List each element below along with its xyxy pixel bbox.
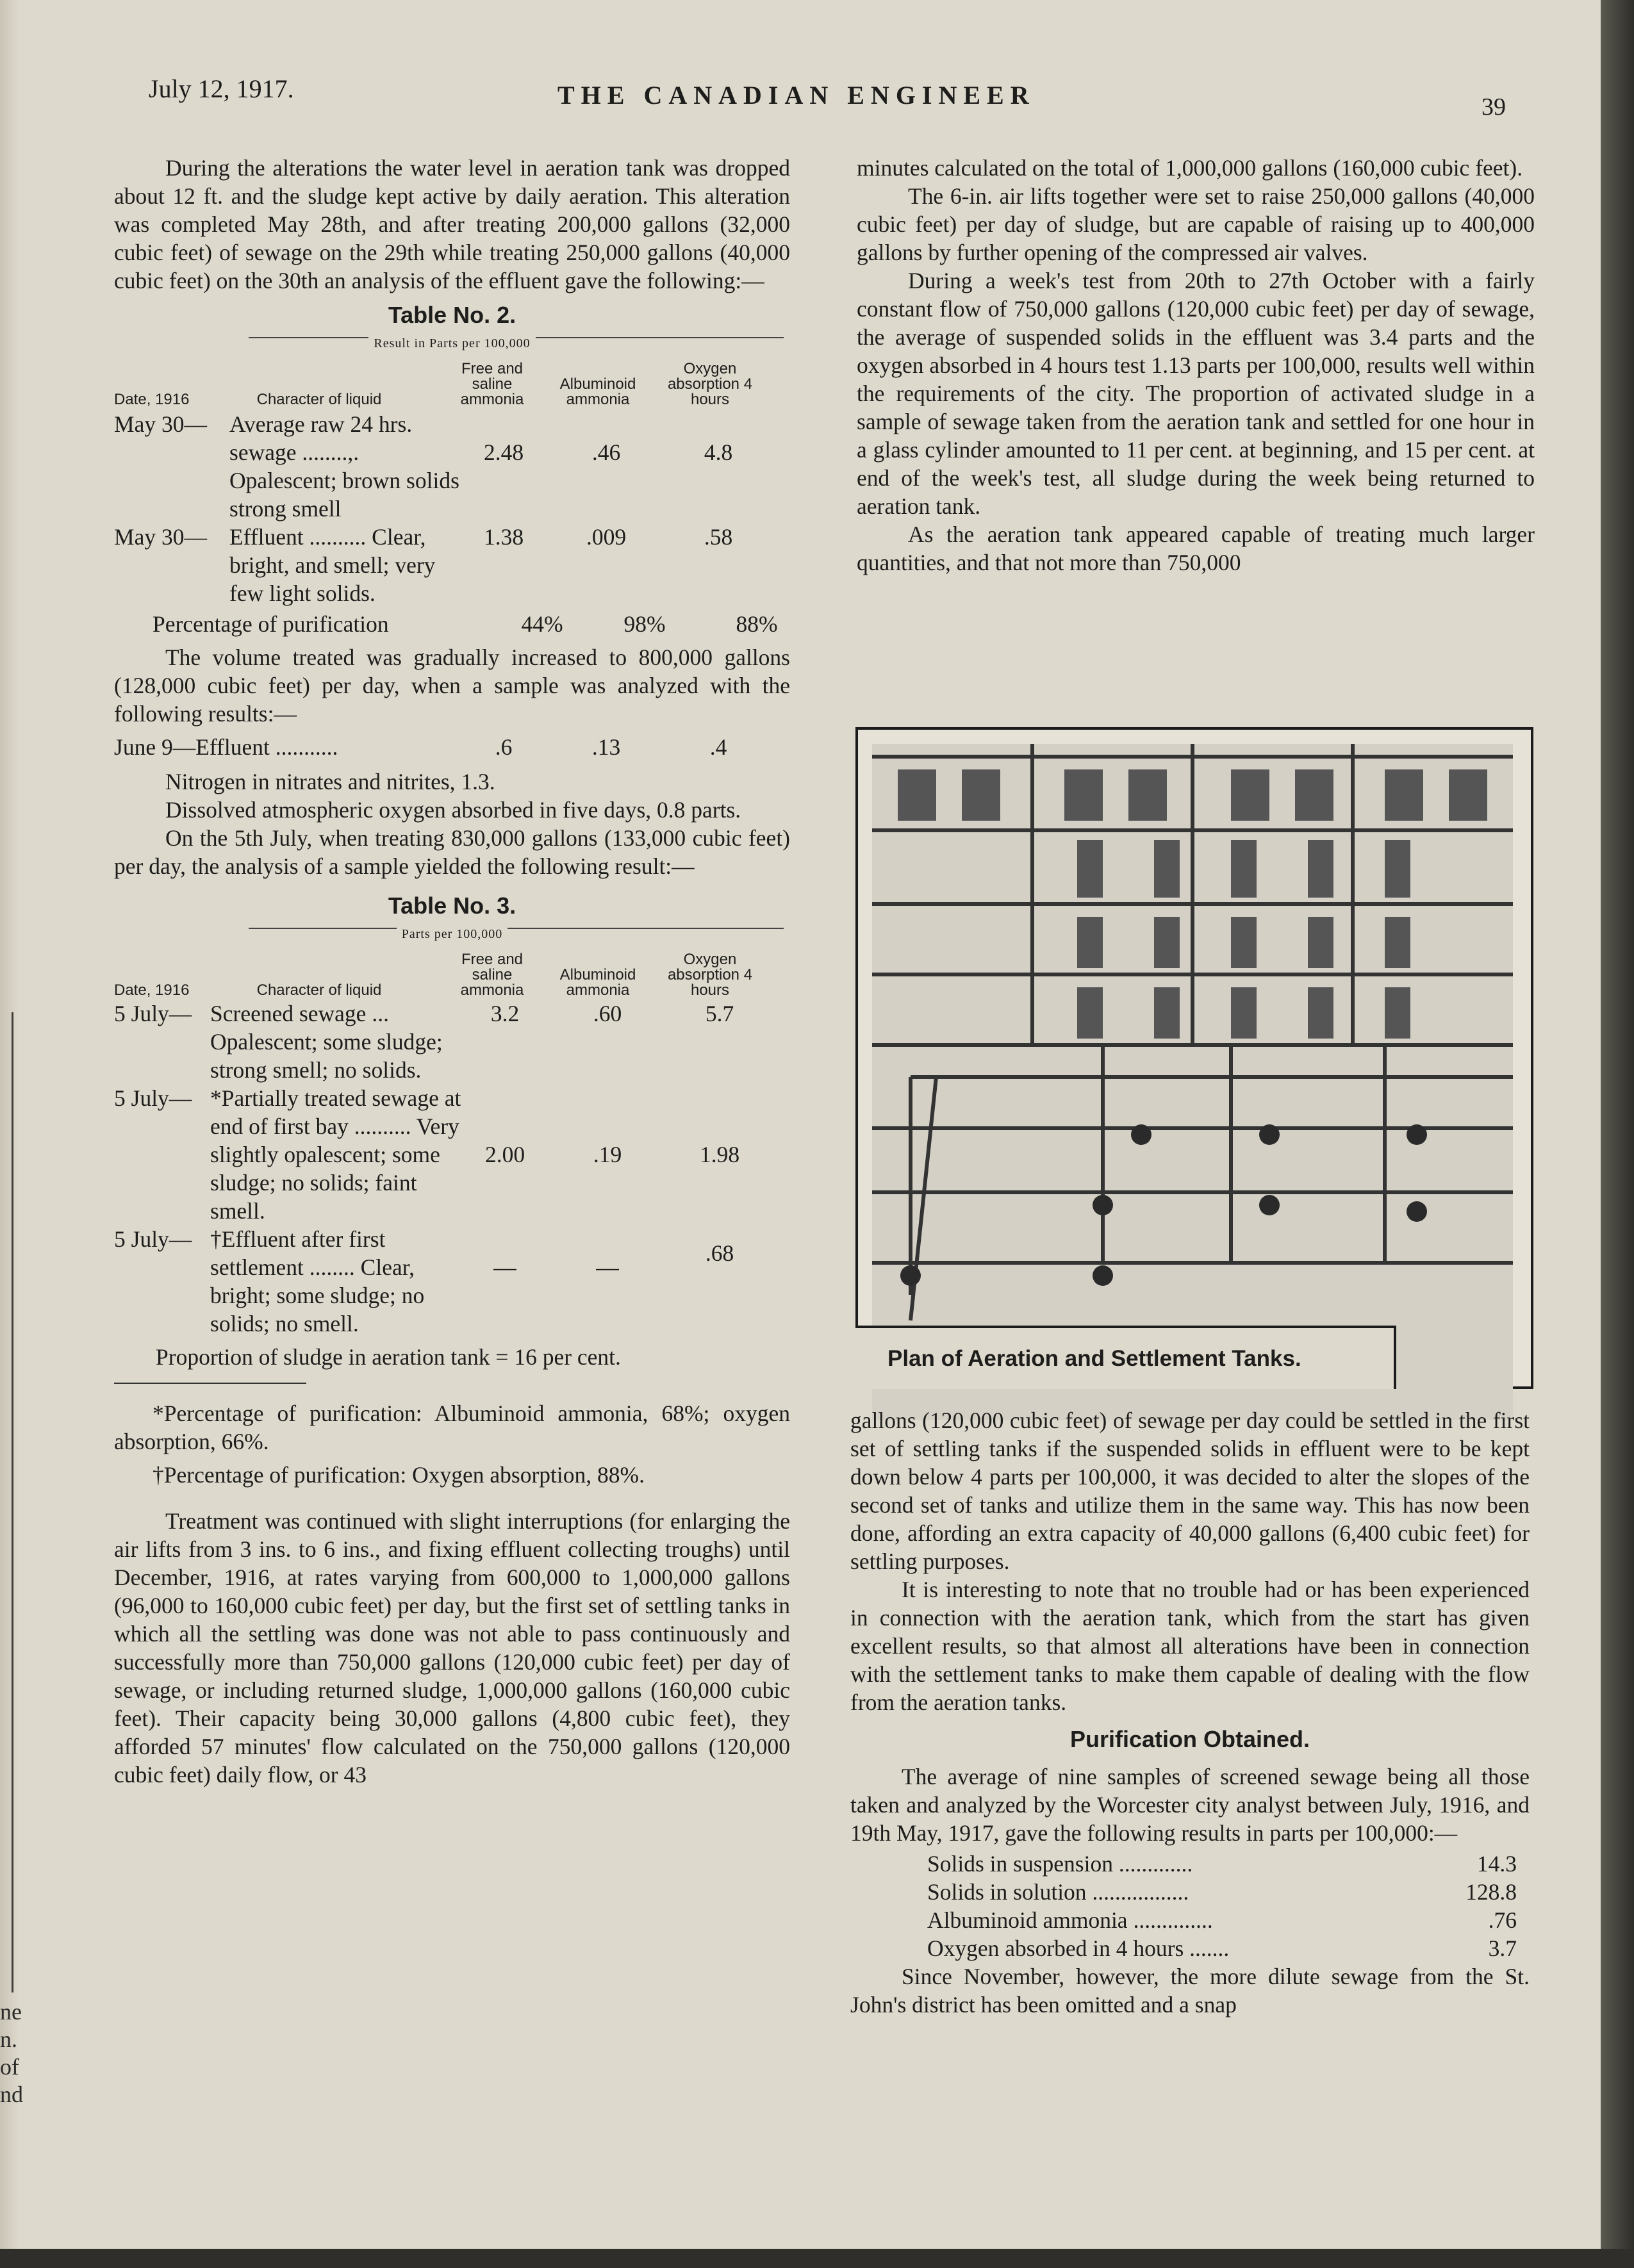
facing-page-rule [12,1012,13,1993]
row-free-ammonia: 3.2 [490,1001,520,1026]
column-header: Oxygen absorption 4 hours [667,360,753,408]
row-date: May 30— [114,411,207,437]
paragraph: During the alterations the water level in aeration tank was dropped about 12 ft. and the sludge kept active by daily aeration. This alteration was completed May 28th, and after treating 200,000 gallons (32,000 cubic feet) of sewage on the 29th while treating 250,000 gallons (40,000 cubic feet) on the 30th an analysis of the effluent gave the following:— [114,155,790,293]
paragraph: As the aeration tank appeared capable of treating much larger quantities, and that not more than 750,000 [857,522,1535,575]
section-heading: Purification Obtained. [1069,1726,1310,1752]
row-oxygen: .68 [705,1240,734,1266]
result-value: 3.7 [1488,1935,1517,1961]
result-label: Albuminoid ammonia .............. [927,1907,1213,1933]
table-3-header [114,952,790,998]
purification-albuminoid: 98% [623,611,666,637]
result-row [850,1934,1530,1962]
row-description: Average raw 24 hrs. sewage ........,. Opalescent; brown solids strong smell [229,411,459,522]
row-oxygen: 5.7 [705,1001,734,1026]
paragraph: Since November, however, the more dilute sewage from the St. John's district has been omitted and a snap [850,1964,1530,2017]
table-2-title: Table No. 2. [388,302,516,328]
row-albuminoid: .60 [593,1001,622,1026]
page-number: 39 [1481,94,1506,120]
table-2-subhead: Result in Parts per 100,000 [114,329,790,357]
june-albuminoid: .13 [591,734,621,760]
column-header: Albuminoid ammonia [559,375,636,408]
paragraph: The 6-in. air lifts together were set to raise 250,000 gallons (40,000 cubic feet) per day of sludge, but are capable of raising up to 400,000 gallons by further opening of the compressed air valves. [857,183,1535,265]
results-list [850,1850,1530,1962]
right-column-bottom [850,1406,1530,2019]
june-label: June 9—Effluent ........... [114,734,338,760]
row-description: *Partially treated sewage at end of first bay .......... Very slightly opalescent; some sludge; no solids; faint smell. [210,1085,461,1224]
tank-plan-drawing [872,744,1513,1420]
result-label: Solids in suspension ............. [927,1851,1193,1877]
row-oxygen: 1.98 [699,1142,740,1167]
table-row [114,1084,790,1225]
paragraph: Treatment was continued with slight interruptions (for enlarging the air lifts from 3 ins. to 6 ins., and fixing effluent collecting troughs) until December, 1916, at rates varying from 600,000 to 1,000,000 gallons (96,000 to 160,000 cubic feet) per day, but the first set of settling tanks in which all the settling was done was not able to pass continuously and successfully more than 750,000 gallons (120,000 cubic feet) per day of sewage, or including returned sludge, 1,000,000 gallons (160,000 cubic feet). Their capacity being 30,000 gallons (4,800 cubic feet), they afforded 57 minutes' flow calculated on the 750,000 gallons (120,000 cubic feet) daily flow, or 43 [114,1508,790,1787]
paragraph: During a week's test from 20th to 27th October with a fairly constant flow of 750,000 gallons (120,000 cubic feet) per day of sewage, the average of suspended solids in the effluent was 3.4 parts and the oxygen absorbed in 4 hours test 1.13 parts per 100,000, results well within the requirements of the city. The proportion of activated sludge in a sample of sewage taken from the aeration tank and settled for one hour in a glass cylinder amounted to 11 per cent. at beginning, and 15 per cent. at end of the week's test, all sludge during the week being returned to aeration tank. [857,268,1535,519]
june-row [114,733,790,761]
result-label: Oxygen absorbed in 4 hours ....... [927,1935,1230,1961]
row-description: †Effluent after first settlement ........ Clear, bright; some sludge; no solids; no smell. [210,1226,425,1336]
column-header: Albuminoid ammonia [559,966,636,999]
result-value: 128.8 [1465,1879,1517,1905]
paragraph: gallons (120,000 cubic feet) of sewage per day could be settled in the first set of settling tanks if the suspended solids in effluent were to be kept down below 4 parts per 100,000, it was decided to alter the slopes of the second set of tanks and utilize them in the same way. This has now been done, affording an extra capacity of 40,000 gallons (6,400 cubic feet) for settling purposes. [850,1408,1530,1574]
result-label: Solids in solution ................. [927,1879,1189,1905]
column-header: Date, 1916 [114,982,190,999]
row-description: Effluent .......... Clear, bright, and smell; very few light solids. [229,524,436,606]
row-free-ammonia: 2.00 [484,1142,525,1167]
column-header: Character of liquid [256,391,382,408]
row-oxygen: .58 [704,524,733,550]
divider [114,1383,306,1384]
gutter-shadow [0,0,23,2249]
row-albuminoid: .19 [593,1142,622,1167]
paragraph: It is interesting to note that no trouble had or has been experienced in connection with the aeration tank, which from the start has given excellent results, so that almost all alterations have been in connection with the settlement tanks to make them capable of dealing with the flow from the aeration tanks. [850,1577,1530,1715]
row-albuminoid: — [596,1254,619,1280]
result-row [850,1878,1530,1906]
paragraph: Nitrogen in nitrates and nitrites, 1.3. [165,769,495,794]
sludge-proportion: Proportion of sludge in aeration tank = 16 per cent. [156,1344,621,1370]
row-free-ammonia: — [493,1254,516,1280]
result-row [850,1850,1530,1878]
table-2-header [114,361,790,407]
column-header: Free and saline ammonia [460,360,524,408]
result-value: .76 [1488,1907,1517,1933]
paragraph: minutes calculated on the total of 1,000,000 gallons (160,000 cubic feet). [857,155,1523,181]
paragraph: The average of nine samples of screened sewage being all those taken and analyzed by the Worcester city analyst between July, 1916, and 19th May, 1917, gave the following results in parts per 100,000:— [850,1764,1530,1846]
row-date: 5 July— [114,1226,192,1252]
paragraph: On the 5th July, when treating 830,000 gallons (133,000 cubic feet) per day, the analysis of a sample yielded the following result:— [114,825,790,879]
row-date: 5 July— [114,1085,192,1111]
facing-page-fragment: nd [0,2082,23,2107]
purification-label: Percentage of purification [153,611,389,637]
result-row [850,1906,1530,1934]
row-albuminoid: .46 [591,440,621,465]
journal-title: THE CANADIAN ENGINEER [557,81,1036,110]
page-header [0,74,1601,120]
facing-page-fragment: of [0,2054,19,2080]
footnote: †Percentage of purification: Oxygen absorption, 88%. [153,1462,645,1488]
facing-page-fragment: n. [0,2026,17,2052]
row-albuminoid: .009 [586,524,627,550]
purification-free: 44% [521,611,563,637]
table-row [114,410,790,523]
footnote: *Percentage of purification: Albuminoid ammonia, 68%; oxygen absorption, 66%. [114,1401,790,1454]
paragraph: The volume treated was gradually increased to 800,000 gallons (128,000 cubic feet) per day, when a sample was analyzed with the following results:— [114,645,790,727]
issue-date: July 12, 1917. [149,74,294,103]
row-description: Screened sewage ... Opalescent; some sludge; strong smell; no solids. [210,1001,443,1083]
purification-row [114,610,790,638]
right-column-top [857,154,1535,577]
column-header: Free and saline ammonia [460,951,524,999]
row-date: 5 July— [114,1001,192,1026]
row-date: May 30— [114,524,207,550]
left-column [114,154,790,1789]
facing-page-fragment: ne [0,1999,22,2025]
column-header: Date, 1916 [114,391,190,408]
column-header: Oxygen absorption 4 hours [667,951,753,999]
plan-figure [855,727,1533,1389]
row-oxygen: 4.8 [704,440,733,465]
table-row [114,1225,790,1338]
book-edge [0,2249,1634,2268]
table-row [114,523,790,607]
table-row [114,999,790,1084]
june-oxygen: .4 [709,734,727,760]
table-3-subhead: Parts per 100,000 [114,920,790,948]
paragraph: Dissolved atmospheric oxygen absorbed in five days, 0.8 parts. [165,797,741,823]
table-3-title: Table No. 3. [388,892,516,919]
row-free-ammonia: 1.38 [483,524,524,550]
june-free: .6 [495,734,513,760]
book-edge [1601,0,1634,2268]
column-header: Character of liquid [256,982,382,999]
purification-oxygen: 88% [736,611,778,637]
result-value: 14.3 [1476,1851,1517,1877]
row-free-ammonia: 2.48 [483,440,524,465]
figure-caption: Plan of Aeration and Settlement Tanks. [887,1346,1301,1371]
